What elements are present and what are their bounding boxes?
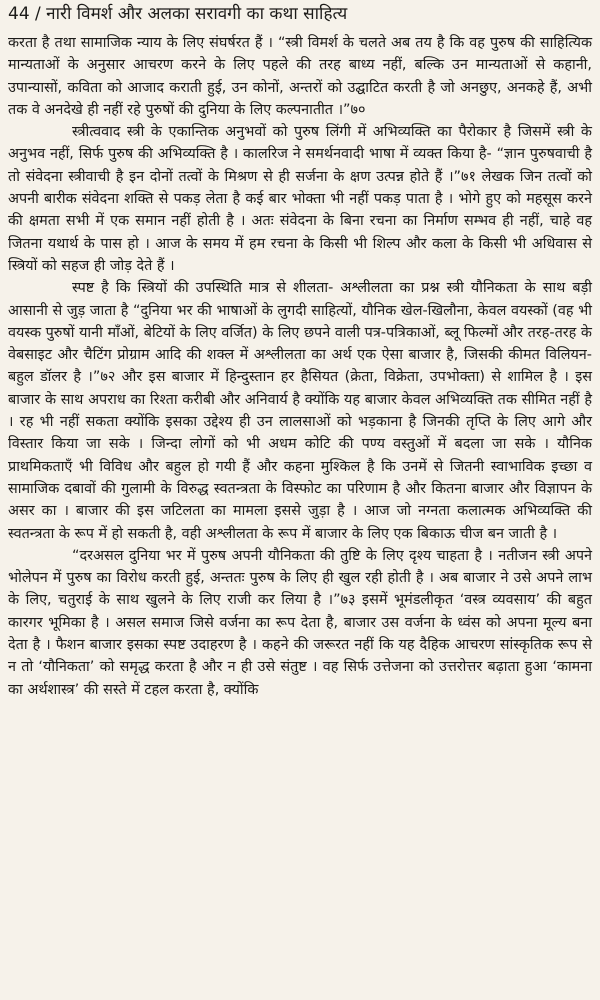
paragraph-1: करता है तथा सामाजिक न्याय के लिए संघर्षरत हैं । “स्त्री विमर्श के चलते अब तय है कि वह पुरुष की साहित्यिक मान्यताओं के अनुसार आचरण करने के लिए पहले की तरह बाध्य नहीं, बल्कि उन मान्यताओं से कहानी, उपान्यासों, कविता को आजाद कराती हुई, उन कोनों, अन्तरों को उद्घाटित करती है जो अनछुए, अनकहे हैं, अभी तक वे अनदेखे ही नहीं रहे पुरुषों की दुनिया के लिए कल्पनातीत ।”७० <box>8 35 592 118</box>
paragraph-3: स्पष्ट है कि स्त्रियों की उपस्थिति मात्र से शीलता- अश्लीलता का प्रश्न स्त्री यौनिकता के साथ बड़ी आसानी से जुड़ जाता है “दुनिया भर की भाषाओं के लुगदी साहित्यों, यौनिक खेल-खिलौना, केवल वयस्कों (वह भी वयस्क पुरुषों यानी माँओं, बेटियों के लिए वर्जित) के लिए छपने वाली पत्र-पत्रिकाओं, ब्लू फिल्मों और तरह-तरह के वेबसाइट और चैटिंग प्रोग्राम आदि की शक्ल में अश्लीलता का अर्थ एक ऐसा बाजार है, जिसकी कीमत विलियन-बहुल डॉलर है ।”७२ और इस बाजार में हिन्दुस्तान हर हैसियत (क्रेता, विक्रेता, उपभोक्ता) से शामिल है । इस बाजार के साथ अपराध का रिश्ता करीबी और अनिवार्य है क्योंकि यह बाजार केवल अभिव्यक्ति तक सीमित नहीं है । रह भी नहीं सकता क्योंकि इसका उद्देश्य ही उन लालसाओं को भड़काना है जिनकी तृप्ति के लिए आगे और विस्तार किया जा सके । जिन्दा लोगों को भी अधम कोटि की पण्य वस्तुओं में बदला जा सके । यौनिक प्राथमिकताएँ भी विविध और बहुल हो गयी हैं और कहना मुश्किल है कि उनमें से जितनी स्वाभाविक इच्छा व सामाजिक दबावों की गुलामी के विरुद्ध स्वतन्त्रता के विस्फोट का परिणाम है और कितना बाजार और विज्ञापन के असर का । बाजार की इस जटिलता का मामला इससे जुड़ा है । आज जो नग्नता कलात्मक अभिव्यक्ति की स्वतन्त्रता के रूप में हो सकती है, वही अश्लीलता के रूप में बाजार के लिए एक बिकाऊ चीज बन जाती है । <box>8 280 592 542</box>
running-head: 44 / नारी विमर्श और अलका सरावगी का कथा साहित्य <box>8 4 348 24</box>
paragraph-2: स्त्रीत्ववाद स्त्री के एकान्तिक अनुभवों को पुरुष लिंगी में अभिव्यक्ति का पैरोकार है जिसमें स्त्री के अनुभव नहीं, सिर्फ पुरुष की अभिव्यक्ति है । कालरिज ने समर्थनवादी भाषा में व्यक्त किया है- “ज्ञान पुरुषवाची है तो संवेदना स्त्रीवाची है इन दोनों तत्वों के मिश्रण से ही सर्जना के क्षण उत्पन्न होते हैं ।”७१ लेखक जिन तत्वों को अपनी बारीक संवेदना शक्ति से पकड़ लेता है कई बार भोक्ता भी नहीं पकड़ पाता है । भोगे हुए को महसूस करने की क्षमता सभी में एक समान नहीं होती है । अतः संवेदना के बिना रचना का निर्माण सम्भव ही नहीं, चाहे वह जितना यथार्थ के पास हो । आज के समय में हम रचना के किसी भी शिल्प और कला के किसी भी अधिवास से स्त्रियों को सहज ही जोड़ देते हैं । <box>8 124 592 274</box>
paragraph-4: “दरअसल दुनिया भर में पुरुष अपनी यौनिकता की तुष्टि के लिए दृश्य चाहता है । नतीजन स्त्री अपने भोलेपन में पुरुष का विरोध करती हुई, अन्ततः पुरुष के लिए ही खुल रही होती है । अब बाजार ने उसे अपने लाभ के लिए, चतुराई के साथ खुलने के लिए राजी कर लिया है ।”७३ इसमें भूमंडलीकृत ‘वस्त्र व्यवसाय’ की बहुत कारगर भूमिका है । असल समाज जिसे वर्जना का रूप देता है, बाजार उस वर्जना के ध्वंस को अपना मूल्य बना देता है । फैशन बाजार इसका स्पष्ट उदाहरण है । कहने की जरूरत नहीं कि यह दैहिक आचरण सांस्कृतिक रूप से न तो ‘यौनिकता’ को समृद्ध करता है और न ही उसे संतुष्ट । वह सिर्फ उत्तेजना को उत्तरोत्तर बढ़ाता हुआ ‘कामना का अर्थशास्त्र’ की सस्ते में टहल करता है, क्योंकि <box>8 547 592 698</box>
